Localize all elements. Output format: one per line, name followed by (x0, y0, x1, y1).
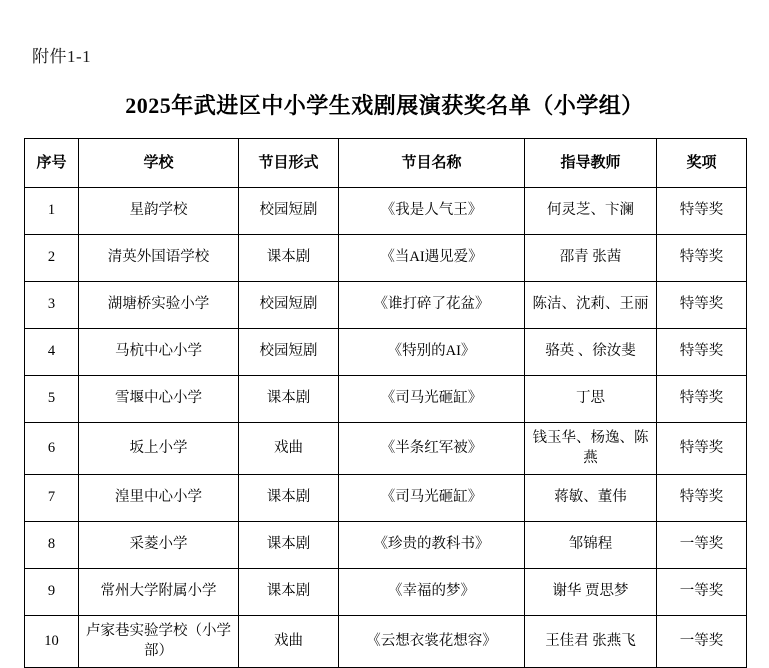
cell-school: 湟里中心小学 (79, 475, 239, 522)
cell-school: 马杭中心小学 (79, 329, 239, 376)
award-list-table (24, 138, 747, 668)
table-row (25, 522, 747, 569)
cell-school: 湖塘桥实验小学 (79, 282, 239, 329)
cell-award: 特等奖 (657, 423, 747, 475)
cell-award: 特等奖 (657, 188, 747, 235)
cell-award: 特等奖 (657, 475, 747, 522)
column-header-index: 序号 (25, 139, 79, 188)
cell-teachers: 蒋敏、董伟 (525, 475, 657, 522)
table-row (25, 376, 747, 423)
cell-form: 课本剧 (239, 569, 339, 616)
cell-form: 校园短剧 (239, 282, 339, 329)
table-header-row (25, 139, 747, 188)
cell-index: 2 (25, 235, 79, 282)
cell-index: 3 (25, 282, 79, 329)
table-row (25, 235, 747, 282)
cell-index: 1 (25, 188, 79, 235)
cell-index: 10 (25, 616, 79, 668)
cell-teachers: 邵青 张茜 (525, 235, 657, 282)
cell-program: 《司马光砸缸》 (339, 475, 525, 522)
cell-teachers: 邹锦程 (525, 522, 657, 569)
cell-school: 星韵学校 (79, 188, 239, 235)
cell-program: 《司马光砸缸》 (339, 376, 525, 423)
cell-form: 课本剧 (239, 235, 339, 282)
cell-index: 9 (25, 569, 79, 616)
cell-school: 采菱小学 (79, 522, 239, 569)
cell-form: 课本剧 (239, 376, 339, 423)
column-header-program: 节目名称 (339, 139, 525, 188)
cell-teachers: 谢华 贾思梦 (525, 569, 657, 616)
cell-program: 《谁打碎了花盆》 (339, 282, 525, 329)
table-row (25, 188, 747, 235)
cell-teachers: 王佳君 张燕飞 (525, 616, 657, 668)
table-header (25, 139, 747, 188)
cell-form: 课本剧 (239, 475, 339, 522)
cell-award: 一等奖 (657, 522, 747, 569)
cell-index: 5 (25, 376, 79, 423)
column-header-teachers: 指导教师 (525, 139, 657, 188)
cell-award: 特等奖 (657, 282, 747, 329)
cell-award: 特等奖 (657, 376, 747, 423)
document-page (0, 42, 769, 659)
cell-form: 课本剧 (239, 522, 339, 569)
cell-program: 《特别的AI》 (339, 329, 525, 376)
cell-form: 校园短剧 (239, 329, 339, 376)
cell-index: 7 (25, 475, 79, 522)
page-title: 2025年武进区中小学生戏剧展演获奖名单（小学组） (125, 93, 644, 118)
cell-teachers: 骆英 、徐汝斐 (525, 329, 657, 376)
cell-index: 4 (25, 329, 79, 376)
cell-school: 清英外国语学校 (79, 235, 239, 282)
cell-form: 戏曲 (239, 423, 339, 475)
table-row (25, 423, 747, 475)
cell-program: 《我是人气王》 (339, 188, 525, 235)
cell-school: 卢家巷实验学校（小学部） (79, 616, 239, 668)
table-row (25, 329, 747, 376)
cell-program: 《珍贵的教科书》 (339, 522, 525, 569)
column-header-form: 节目形式 (239, 139, 339, 188)
cell-teachers: 何灵芝、卞澜 (525, 188, 657, 235)
column-header-award: 奖项 (657, 139, 747, 188)
table-row (25, 282, 747, 329)
cell-award: 特等奖 (657, 235, 747, 282)
cell-school: 常州大学附属小学 (79, 569, 239, 616)
table-row (25, 569, 747, 616)
cell-award: 一等奖 (657, 616, 747, 668)
cell-program: 《云想衣裳花想容》 (339, 616, 525, 668)
cell-award: 一等奖 (657, 569, 747, 616)
cell-school: 坂上小学 (79, 423, 239, 475)
table-body (25, 188, 747, 668)
cell-school: 雪堰中心小学 (79, 376, 239, 423)
attachment-label: 附件1-1 (32, 47, 92, 66)
column-header-school: 学校 (79, 139, 239, 188)
cell-form: 校园短剧 (239, 188, 339, 235)
cell-teachers: 陈洁、沈莉、王丽 (525, 282, 657, 329)
cell-index: 6 (25, 423, 79, 475)
cell-program: 《幸福的梦》 (339, 569, 525, 616)
cell-award: 特等奖 (657, 329, 747, 376)
cell-index: 8 (25, 522, 79, 569)
cell-program: 《半条红军被》 (339, 423, 525, 475)
cell-program: 《当AI遇见爱》 (339, 235, 525, 282)
table-row (25, 475, 747, 522)
cell-teachers: 丁思 (525, 376, 657, 423)
table-row (25, 616, 747, 668)
cell-form: 戏曲 (239, 616, 339, 668)
cell-teachers: 钱玉华、杨逸、陈燕 (525, 423, 657, 475)
